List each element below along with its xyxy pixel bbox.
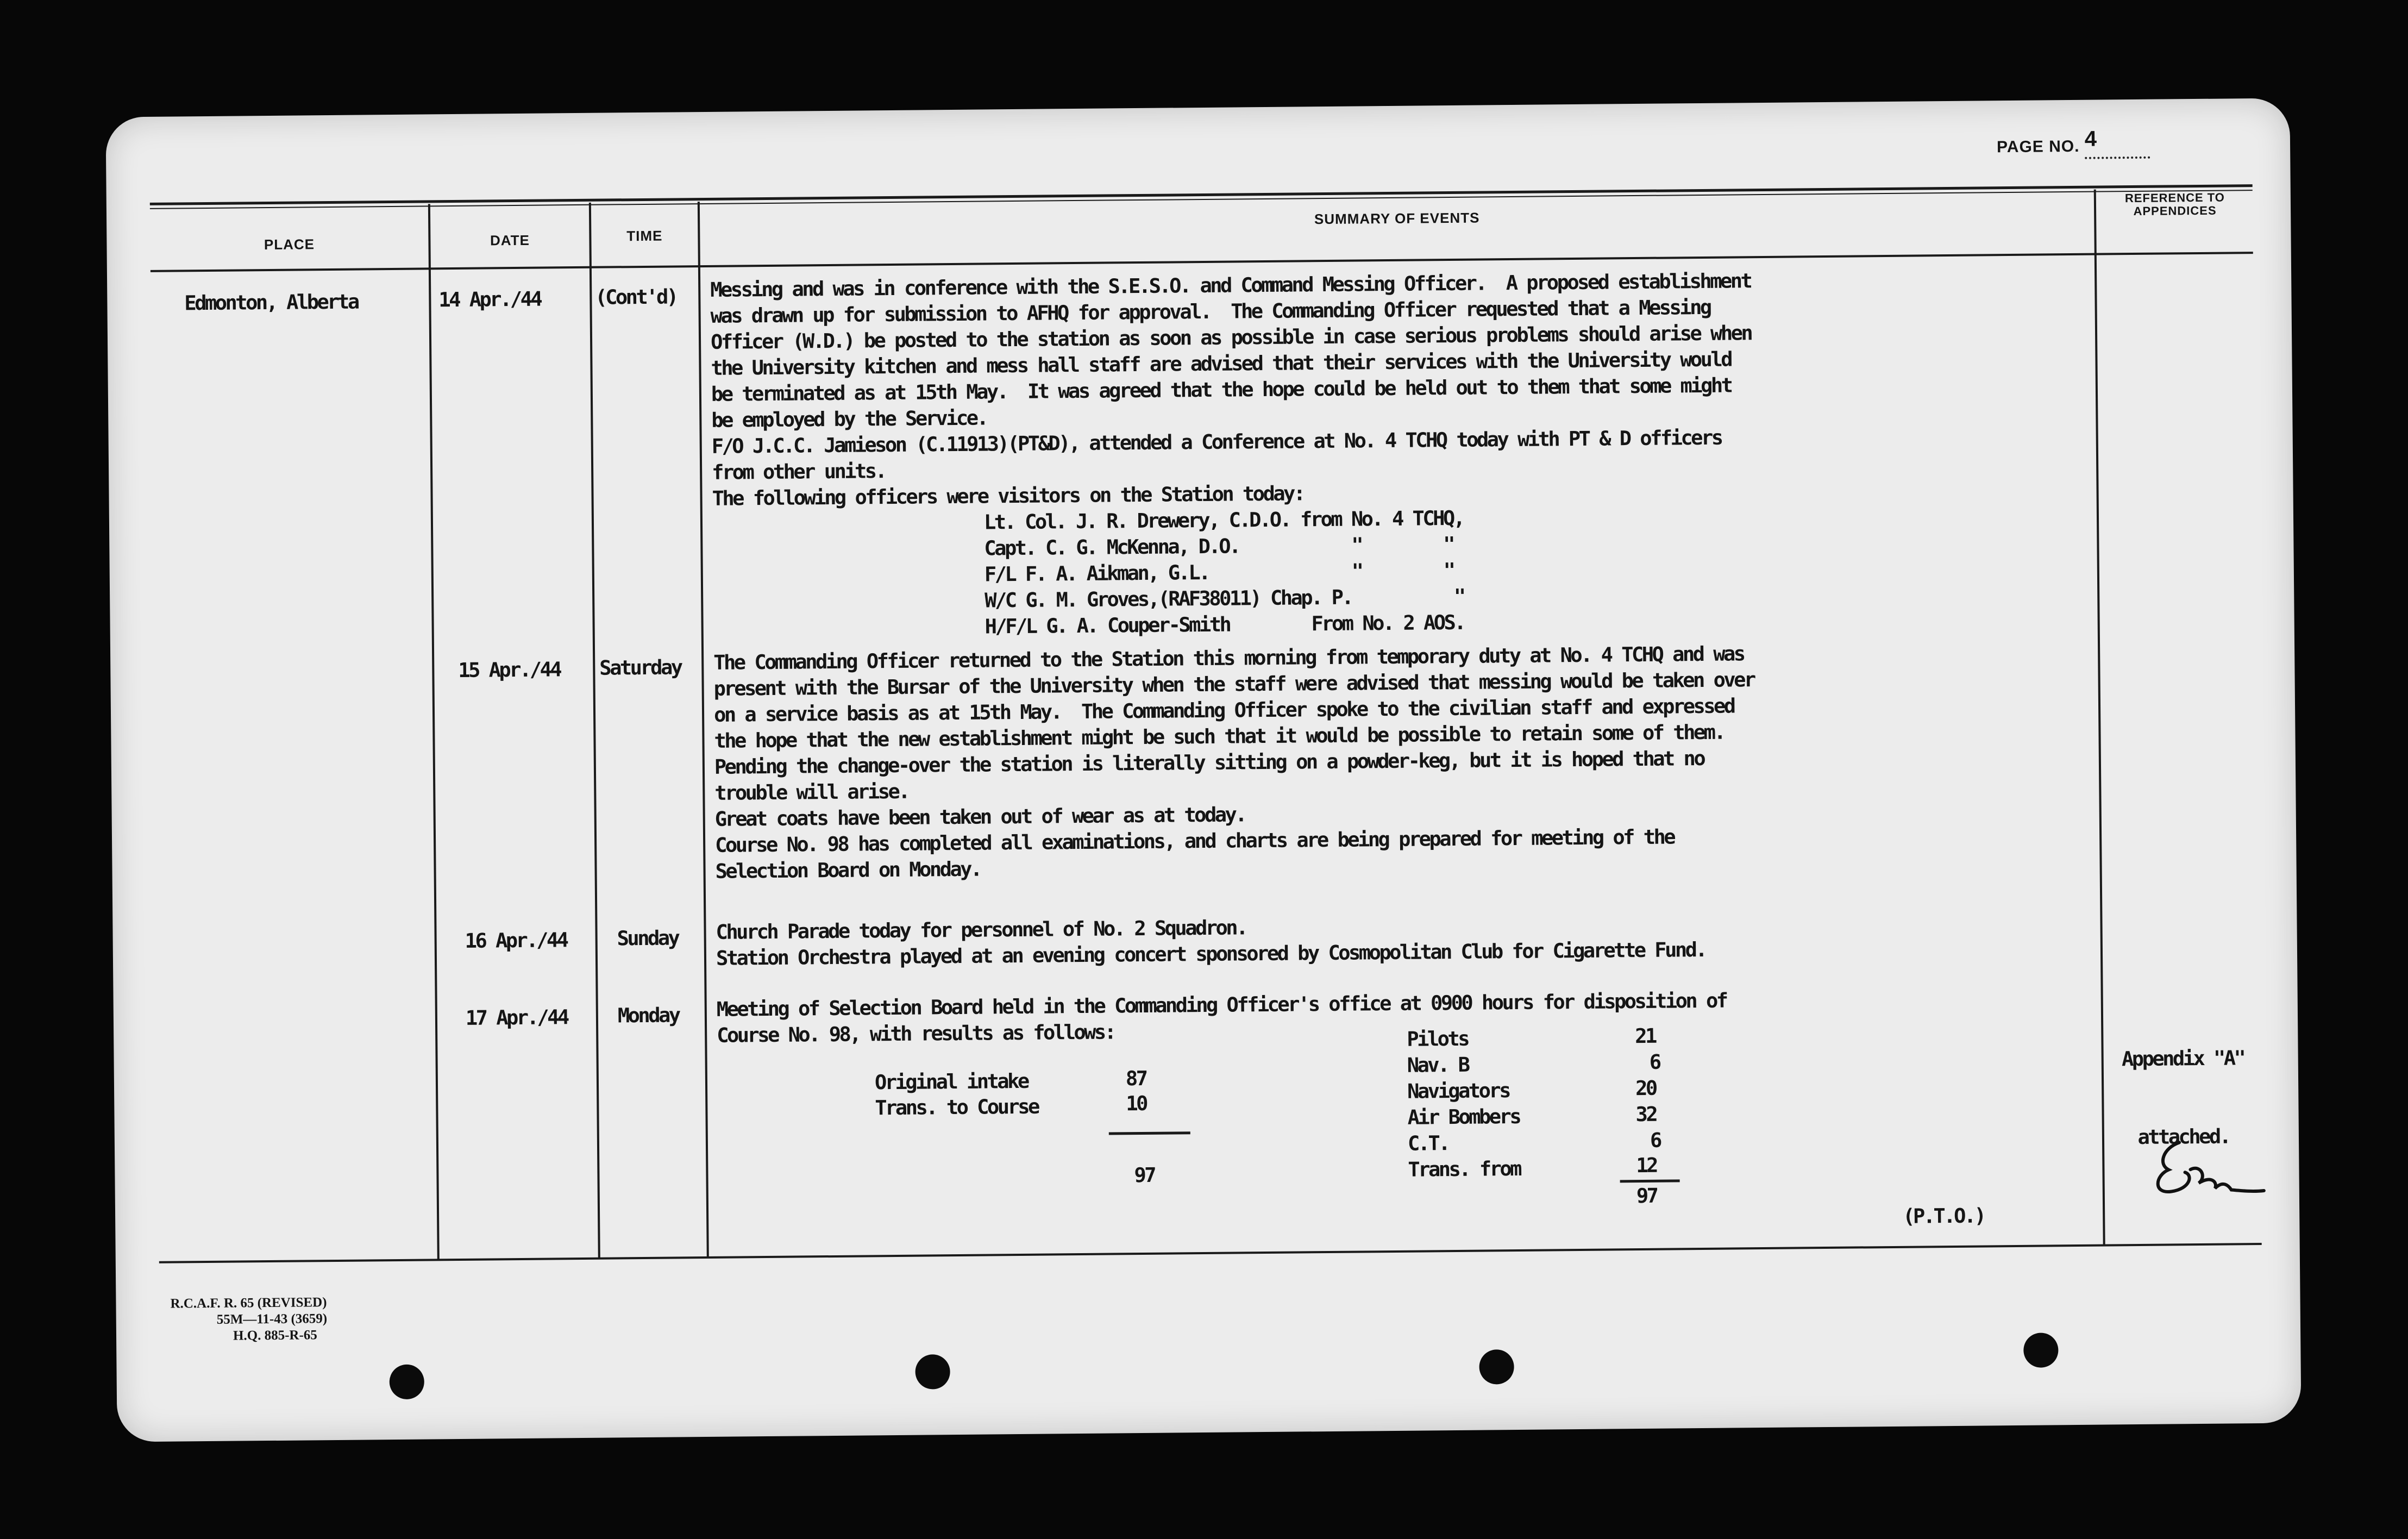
header-time: TIME — [626, 227, 663, 245]
summary-line: The following officers were visitors on the Station today: — [712, 481, 1304, 510]
intake-label: Original intake — [874, 1069, 1028, 1094]
summary-line: The Commanding Officer returned to the Station this morning from temporary duty at No. 4 TCHQ and was — [713, 642, 1744, 674]
date-time-divider — [589, 203, 600, 1259]
file-reference: H.Q. 885-R-65 — [233, 1328, 317, 1343]
summary-line: from other units. — [711, 459, 886, 484]
form-footer — [170, 1294, 327, 1345]
page-number — [1996, 127, 2150, 160]
entry-summary — [716, 911, 1705, 972]
summary-line: be terminated as at 15th May. It was agreed that the hope could be held out to them that some might — [711, 373, 1732, 406]
please-turn-over: (P.T.O.) — [1903, 1204, 1985, 1228]
page-number-label: PAGE NO. — [1996, 137, 2080, 157]
appendix-reference-line1: Appendix "A" — [2121, 1046, 2244, 1071]
result-label: Air Bombers — [1407, 1104, 1520, 1129]
punch-hole — [2023, 1332, 2059, 1368]
result-value: 12 — [1636, 1153, 1657, 1178]
summary-line: was drawn up for submission to AFHQ for approval. The Commanding Officer requested that a Messing — [710, 295, 1710, 328]
entry-date: 15 Apr./44 — [458, 658, 561, 682]
diary-sheet — [105, 98, 2301, 1442]
summary-line: Station Orchestra played at an evening concert sponsored by Cosmopolitan Club for Cigarette Fund. — [716, 937, 1706, 970]
entry-place: Edmonton, Alberta — [184, 290, 358, 315]
page-number-value: 4 — [2084, 127, 2098, 151]
intake-value: 10 — [1126, 1091, 1147, 1116]
result-value: 20 — [1635, 1076, 1656, 1100]
entry-summary — [713, 641, 1756, 885]
entry-time: (Cont'd) — [595, 285, 677, 309]
print-run: 55M—11-43 (3659) — [216, 1311, 328, 1327]
result-value: 32 — [1635, 1102, 1657, 1127]
summary-line: Course No. 98, with results as follows: — [717, 1020, 1115, 1047]
summary-line: on a service basis as at 15th May. The Commanding Officer spoke to the civilian staff and expressed — [713, 694, 1734, 727]
punch-hole — [1479, 1349, 1514, 1385]
entry-date: 16 Apr./44 — [465, 928, 567, 953]
results-sum-rule — [1620, 1179, 1680, 1183]
entry-summary — [717, 988, 1727, 1049]
summary-line: trouble will arise. — [714, 779, 909, 805]
summary-line: the University kitchen and mess hall staff are advised that their services with the University would — [711, 347, 1732, 380]
summary-line: Messing and was in conference with the S.E.S.O. and Command Messing Officer. A proposed establishment — [710, 269, 1751, 302]
summary-line: Course No. 98 has completed all examinations, and charts are being prepared for meeting of the — [714, 825, 1675, 857]
result-value: 6 — [1650, 1128, 1660, 1152]
intake-sum-rule — [1109, 1131, 1190, 1135]
result-value: 21 — [1635, 1024, 1656, 1048]
time-summary-divider — [698, 202, 709, 1258]
entry-date: 17 Apr./44 — [465, 1005, 568, 1030]
result-label: C.T. — [1407, 1131, 1449, 1155]
header-rule — [150, 252, 2253, 272]
entry-time: Saturday — [599, 655, 681, 680]
visitor-line: W/C G. M. Groves,(RAF38011) Chap. P. " — [984, 584, 1464, 612]
summary-line: Great coats have been taken out of wear as at today. — [714, 803, 1246, 831]
visitor-line: Lt. Col. J. R. Drewery, C.D.O. from No. 4 TCHQ, — [983, 506, 1464, 534]
summary-line: Church Parade today for personnel of No. 2 Squadron. — [716, 916, 1247, 944]
header-summary: SUMMARY OF EVENTS — [1314, 209, 1480, 228]
summary-line: Selection Board on Monday. — [715, 857, 981, 883]
place-date-divider — [428, 204, 440, 1260]
bottom-rule — [159, 1243, 2262, 1263]
summary-reference-divider — [2094, 190, 2105, 1246]
summary-line: Meeting of Selection Board held in the Commanding Officer's office at 0900 hours for disposition of — [716, 989, 1727, 1021]
summary-line: be employed by the Service. — [711, 406, 987, 432]
appendix-reference-line2: attached. — [2137, 1124, 2230, 1149]
header-place: PLACE — [264, 236, 315, 253]
visitor-line: Capt. C. G. McKenna, D.O. " " — [984, 532, 1454, 560]
visitor-line: H/F/L G. A. Couper-Smith From No. 2 AOS. — [984, 610, 1465, 639]
summary-line: the hope that the new establishment might be such that it would be possible to retain some of them. — [714, 720, 1725, 753]
visitor-list — [984, 505, 1465, 640]
top-rule — [150, 184, 2253, 205]
intake-label: Trans. to Course — [875, 1094, 1039, 1120]
summary-line: F/O J.C.C. Jamieson (C.11913)(PT&D), attended a Conference at No. 4 TCHQ today with PT & D officers — [711, 426, 1722, 458]
result-label: Trans. from — [1408, 1156, 1521, 1181]
header-reference — [2096, 191, 2254, 218]
intake-total: 97 — [1134, 1163, 1155, 1187]
result-label: Navigators — [1407, 1079, 1510, 1103]
results-total: 97 — [1636, 1184, 1657, 1208]
entry-time: Sunday — [617, 926, 679, 950]
page-number-line — [2084, 127, 2150, 159]
entry-time: Monday — [617, 1003, 679, 1028]
header-reference-line1: REFERENCE TO — [2124, 190, 2225, 205]
visitor-line: F/L F. A. Aikman, G.L. " " — [984, 558, 1454, 586]
intake-value: 87 — [1125, 1066, 1146, 1091]
summary-line: present with the Bursar of the University when the staff were advised that messing would be taken over — [713, 668, 1754, 700]
entry-summary — [710, 268, 1753, 512]
result-value: 6 — [1649, 1050, 1660, 1074]
header-date: DATE — [490, 232, 530, 249]
result-label: Nav. B — [1407, 1053, 1469, 1077]
punch-hole — [915, 1354, 950, 1390]
summary-line: Officer (W.D.) be posted to the station as soon as possible in case serious problems should arise when — [710, 321, 1752, 354]
form-number: R.C.A.F. R. 65 (REVISED) — [170, 1295, 327, 1311]
result-label: Pilots — [1407, 1027, 1469, 1051]
entry-date: 14 Apr./44 — [438, 287, 541, 312]
punch-hole — [389, 1365, 424, 1400]
header-reference-line2: APPENDICES — [2133, 203, 2217, 218]
initials-signature — [2141, 1131, 2267, 1208]
summary-line: Pending the change-over the station is literally sitting on a powder-keg, but it is hoped that no — [714, 746, 1704, 779]
